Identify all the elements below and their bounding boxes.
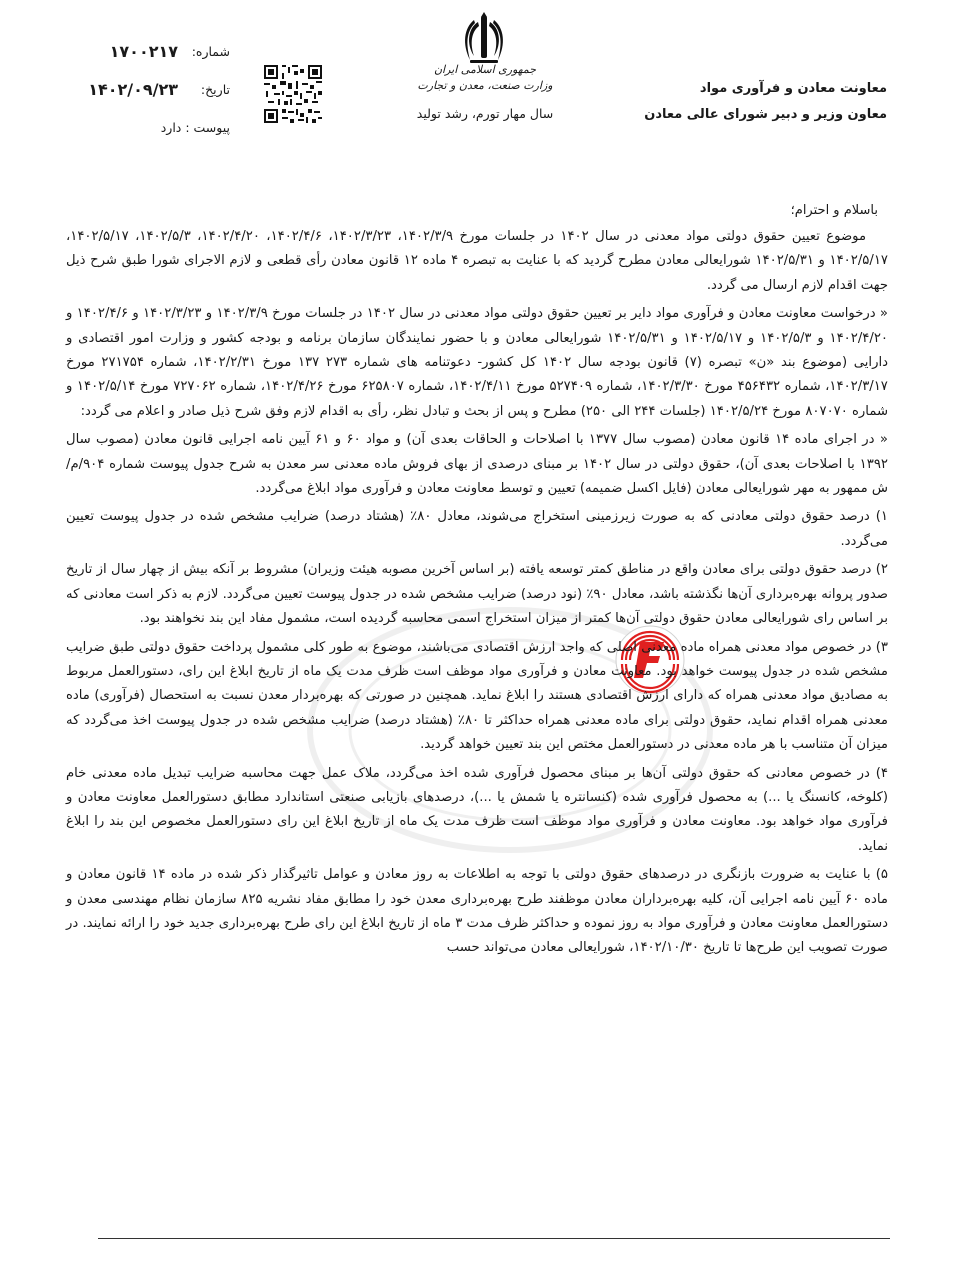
paragraph-item-2: ۲) درصد حقوق دولتی برای معادن واقع در مناطق کمتر توسعه یافته (بر اساس آخرین مصوبه هیئت وزیران) مشروط بر آنکه بیش از چهار سال از تاریخ صدور پروانه بهره‌برداری آن‌ها نگذشته باشد، معادل ۹۰٪ (نود درصد) ضرایب مشخص شده در جدول پیوست تعیین می‌گردد. لازم به ذکر است معادنی که بر اساس رای شورایعالی معادن حقوق دولتی آن‌ها کمتر از میزان استخراج اسمی محاسبه گردیده است، مشمول مفاد این بند نخواهند بود. [66, 562, 888, 627]
paragraph-item-4: ۴) در خصوص معادنی که حقوق دولتی آن‌ها بر مبنای محصول فرآوری شده اخذ می‌گردد، ملاک عمل جهت محاسبه ضرایب تبدیل ماده معدنی خام (کلوخه، کانسنگ یا ...) به محصول فرآوری شده (کنسانتره یا شمش یا ...)، درصدهای بازیابی صنعتی استاندارد مطابق دستورالعمل معاونت معادن و فرآوری مواد خواهد بود. معاونت معادن و فرآوری مواد موظف است ظرف مدت یک ماه از تاریخ ابلاغ این رای دستورالعمل مخصوص این بند را ابلاغ نماید. [66, 765, 888, 854]
iran-emblem-icon [460, 10, 508, 66]
paragraph-intro: موضوع تعیین حقوق دولتی مواد معدنی در سال ۱۴۰۲ در جلسات مورخ ۱۴۰۲/۳/۹، ۱۴۰۲/۳/۲۳، ۱۴۰۲/۴/۶، ۱۴۰۲/۴/۲۰، ۱۴۰۲/۵/۳، ۱۴۰۲/۵/۱۷، ۱۴۰۲/۵/۱۷ و ۱۴۰۲/۵/۳۱ شورایعالی معادن مطرح گردید که با عنایت به تبصره ۴ ماده ۱۲ قانون معادن رأی قطعی و لازم الاجرای شورا طبق شرح ذیل جهت اقدام لازم ارسال می گردد. [66, 229, 888, 293]
organization-block [380, 62, 590, 128]
number-label: شماره: [191, 44, 230, 59]
country-name: جمهوری اسلامی ایران [433, 63, 537, 76]
number-value: ۱۷۰۰۲۱۷ [109, 42, 178, 61]
year-slogan: سال مهار تورم، رشد تولید [416, 106, 554, 121]
qr-code-icon [262, 63, 324, 125]
paragraph-item-5: ۵) با عنایت به ضرورت بازنگری در درصدهای حقوق دولتی با توجه به اطلاعات به روز معادن و عوامل تاثیرگذار ذکر شده در ماده ۱۴ قانون معادن و ماده ۶۰ آیین نامه اجرایی آن، کلیه بهره‌برداران معادن موظفند طرح بهره‌برداری معدن خود را مطابق مفاد نشریه ۸۲۵ سازمان نظام مهندسی معدن و دستورالعمل معاونت معادن و فرآوری مواد به روز نموده و حداکثر ظرف مدت ۳ ماه از تاریخ ابلاغ این رای طرح بهره‌برداری جدید خود را ارائه نمایند. در صورت تصویب این طرح‌ها تا تاریخ ۱۴۰۲/۱۰/۳۰، شورایعالی معادن می‌تواند حسب [66, 867, 889, 956]
sender-block [607, 76, 887, 128]
date-value: ۱۴۰۲/۰۹/۲۳ [88, 80, 178, 99]
letter-meta [70, 40, 230, 140]
paragraph-item-1: ۱) درصد حقوق دولتی معادنی که به صورت زیرزمینی استخراج می‌شوند، معادل ۸۰٪ (هشتاد درصد) ضرایب مشخص شده در جدول پیوست تعیین می‌گردد. [66, 509, 888, 549]
letter-date-row [70, 78, 230, 102]
paragraph-request: « درخواست معاونت معادن و فرآوری مواد دایر بر تعیین حقوق دولتی مواد معدنی در سال ۱۴۰۲ در جلسات مورخ ۱۴۰۲/۳/۹ و ۱۴۰۲/۳/۲۳ و ۱۴۰۲/۴/۶ و ۱۴۰۲/۴/۲۰ و ۱۴۰۲/۵/۳ و ۱۴۰۲/۵/۱۷ و ۱۴۰۲/۵/۳۱ شورایعالی معادن و با حضور نمایندگان سازمان برنامه و بودجه کشور و وزارت امور اقتصادی و دارایی (موضوع بند «ن» تبصره (۷) قانون بودجه سال ۱۴۰۲ کل کشور- دعوتنامه های شماره ۲۷۳ ۱۳۷ مورخ ۱۴۰۲/۲/۳۱، شماره ۲۷۱۷۵۴ مورخ ۱۴۰۲/۳/۱۷، شماره ۴۵۶۴۳۲ مورخ ۱۴۰۲/۳/۳۰، شماره ۵۲۷۴۰۹ مورخ ۱۴۰۲/۴/۱۱، شماره ۶۲۵۸۰۷ مورخ ۱۴۰۲/۴/۲۶، شماره ۷۲۷۰۶۲ مورخ ۱۴۰۲/۵/۱۴ و شماره ۸۰۷۰۷۰ مورخ ۱۴۰۲/۵/۲۴ (جلسات ۲۴۴ الی ۲۵۰) مطرح و پس از بحث و تبادل نظر، رأی به اقدام لازم وفق شرح ذیل صادر و اعلام می گردد: [66, 306, 888, 419]
ministry-name: وزارت صنعت، معدن و تجارت [417, 79, 553, 92]
sender-department: معاونت معادن و فرآوری مواد [699, 81, 887, 96]
attachment-label: پیوست : دارد [160, 120, 230, 135]
paragraph-item-3: ۳) در خصوص مواد معدنی همراه ماده معدنی اصلی که واجد ارزش اقتصادی می‌باشند، موضوع به طور کلی مشمول پرداخت حقوق دولتی طبق ضرایب مشخص شده در جدول پیوست خواهد بود. معاونت معادن و فرآوری مواد موظف است ظرف مدت یک ماه از تاریخ ابلاغ این رای، دستورالعمل مربوط به مصادیق مواد معدنی همراه که دارای ارزش اقتصادی هستند را ابلاغ نماید. همچنین در صورتی که بهره‌بردار معدن نسبت به استحصال (فرآوری) ماده معدنی همراه اقدام نماید، حقوق دولتی برای ماده معدنی همراه حداکثر تا ۸۰٪ (هشتاد درصد) ضرایب مشخص شده در جدول پیوست اخذ می‌گردد که میزان آن متناسب با هر ماده معدنی در دستورالعمل مختص این بند تعیین خواهد گردید. [66, 639, 888, 753]
greeting: باسلام و احترام؛ [790, 203, 878, 218]
letter-number-row [70, 40, 230, 64]
footer-divider [98, 1238, 890, 1239]
date-label: تاریخ: [200, 82, 230, 97]
sender-title: معاون وزیر و دبیر شورای عالی معادن [644, 107, 887, 122]
letter-body [66, 200, 888, 965]
paragraph-ruling: « در اجرای ماده ۱۴ قانون معادن (مصوب سال ۱۳۷۷ با اصلاحات و الحاقات بعدی آن) و مواد ۶۰ و ۶۱ آیین نامه اجرایی قانون معادن (مصوب سال ۱۳۹۲ با اصلاحات بعدی آن)، حقوق دولتی در سال ۱۴۰۲ بر مبنای درصدی از بهای فروش ماده معدنی سر معدن به شرح جدول پیوست شماره ۹۰۴/م/ش ممهور به مهر شورایعالی معادن (فایل اکسل ضمیمه) تعیین و توسط معاونت معادن و فرآوری مواد ابلاغ می‌گردد. [66, 432, 888, 497]
